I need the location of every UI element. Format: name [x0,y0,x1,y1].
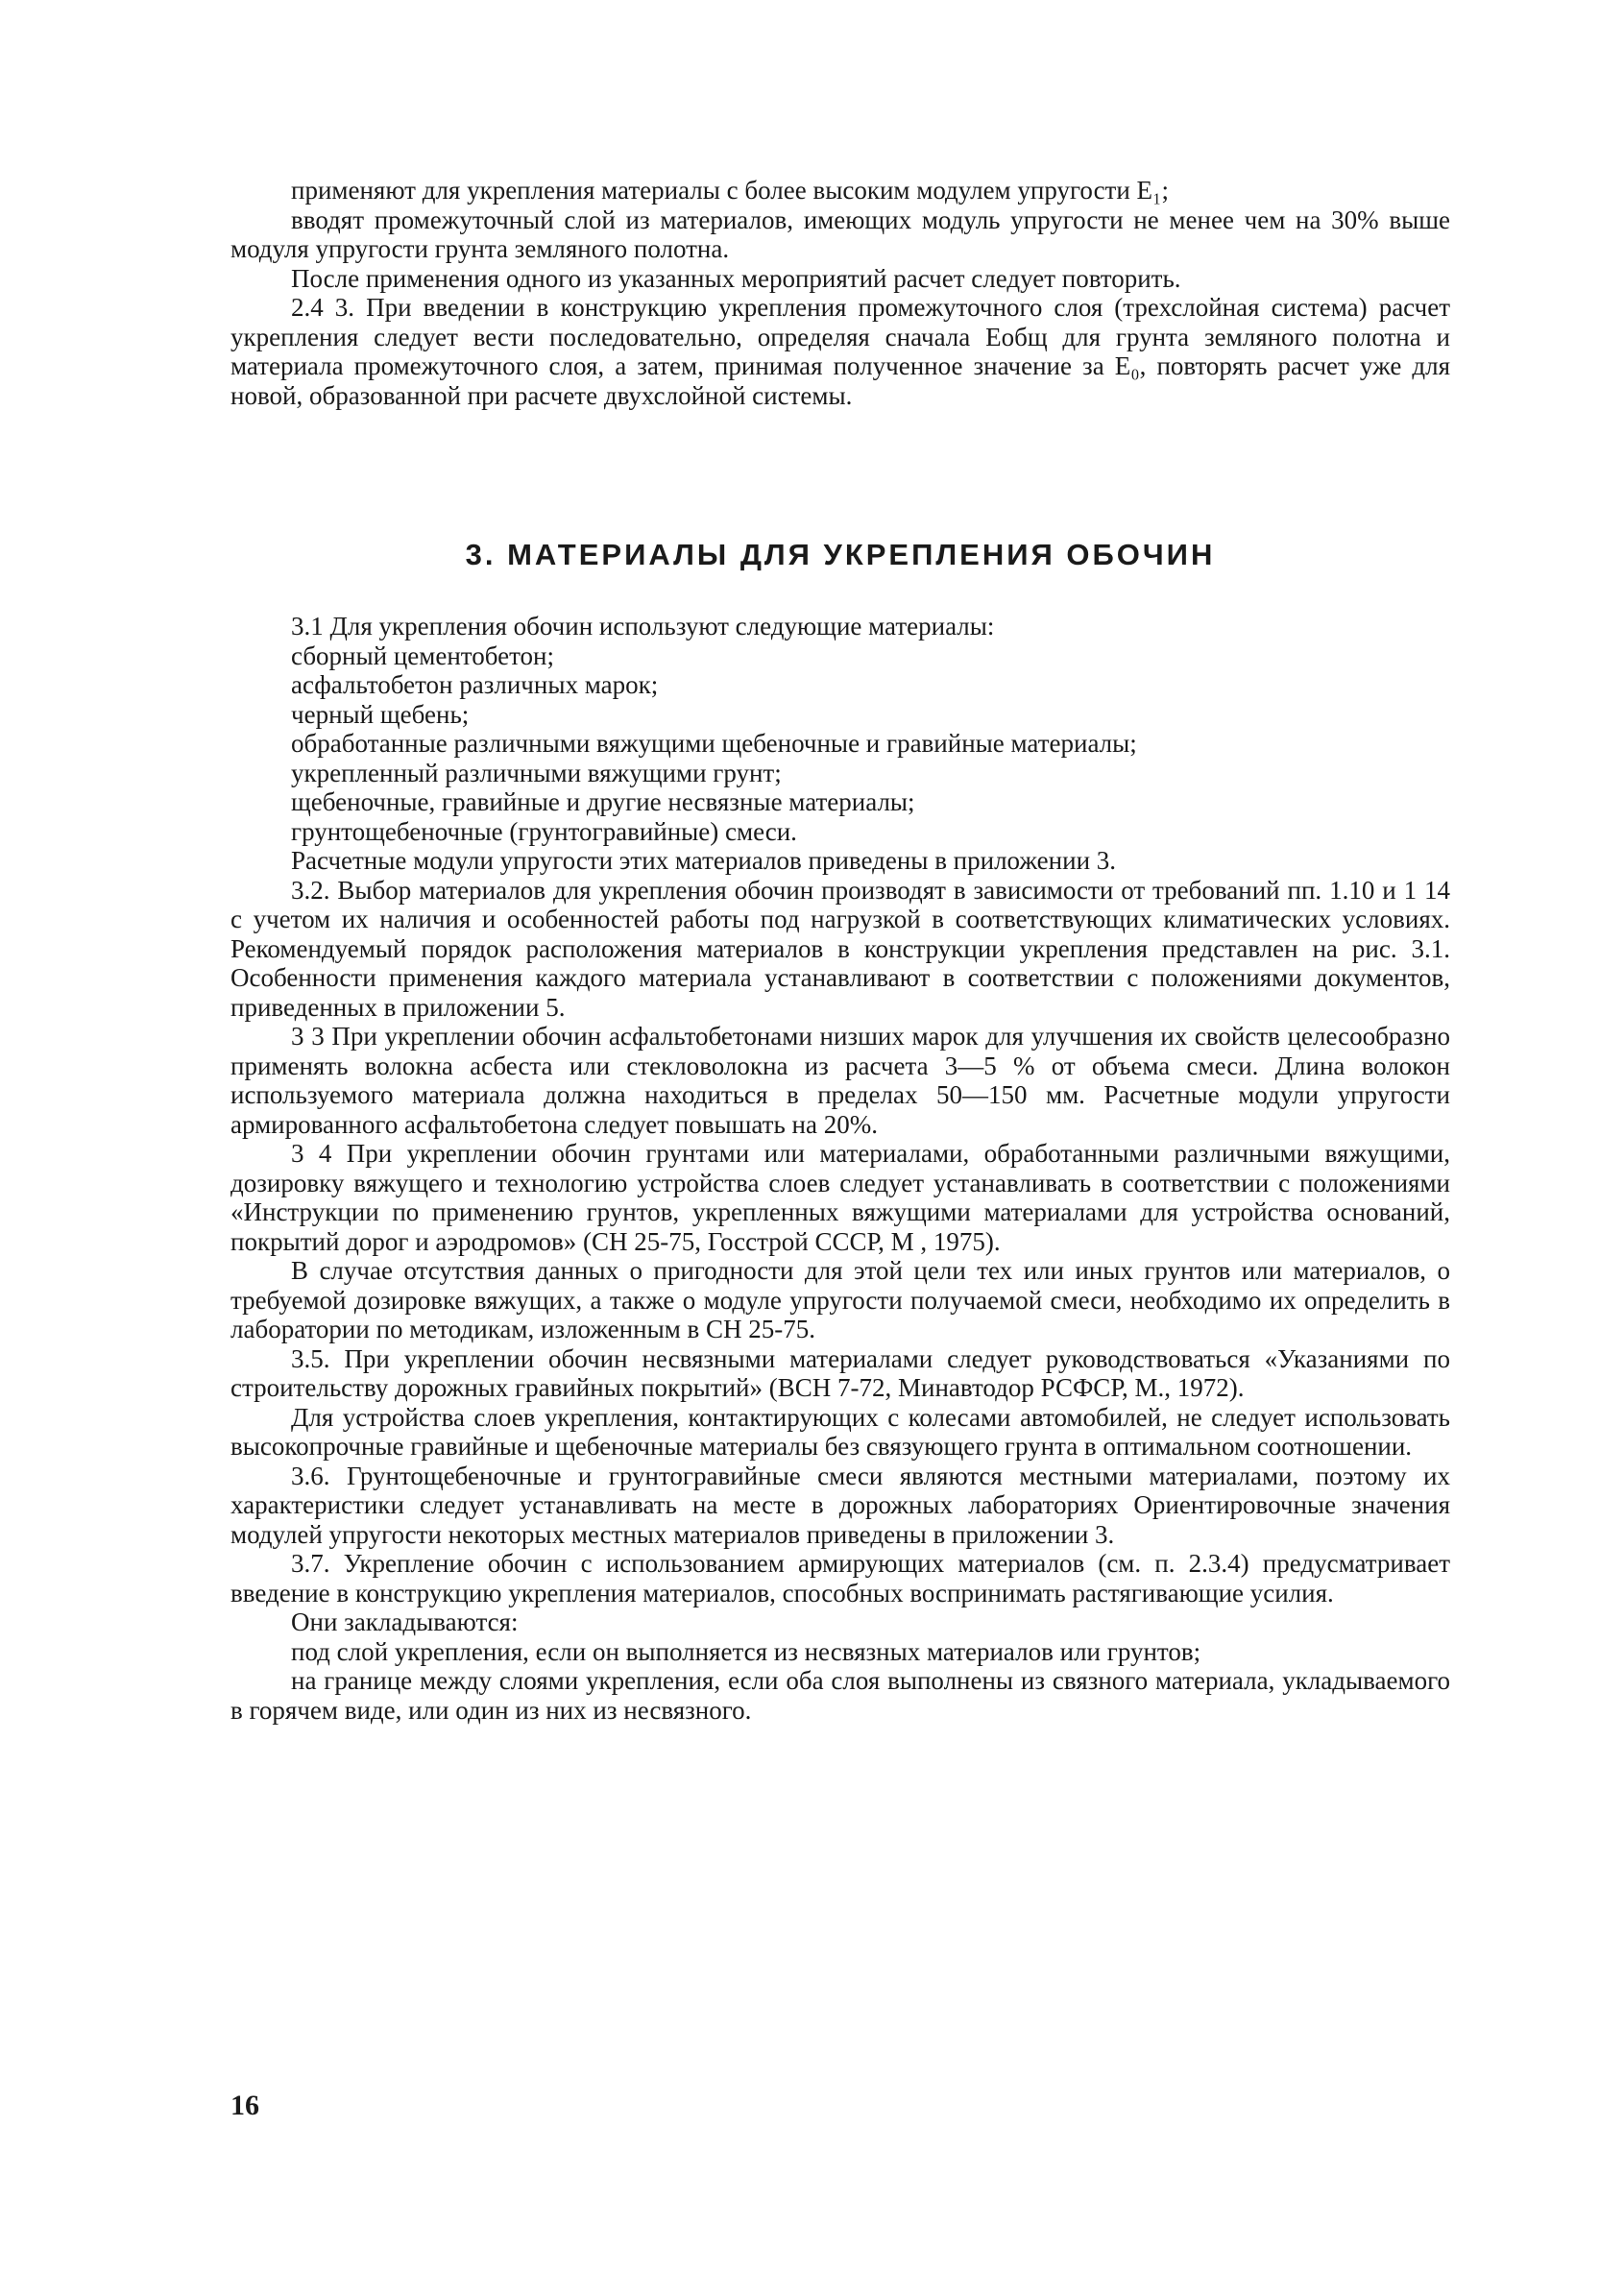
paragraph-3-1: 3.1 Для укрепления обочин используют следующие материалы: [291,612,995,641]
paragraph-3-2: 3.2. Выбор материалов для укрепления обочин производят в зависимости от требований пп. 1.10 и 1 14 с учетом их наличия и особенностей работы под нагрузкой в соответствующих климатических условиях. Рекомендуемый порядок расположения материалов в конструкции укрепления представлен на рис. 3.1. Особенности применения каждого материала устанавливают в соответствии с положениями документов, приведенных в приложении 5. [230,875,1450,1022]
list-item: укрепленный различными вяжущими грунт; [291,758,782,787]
paragraph: 2.4 3. При введении в конструкцию укрепления промежуточного слоя (трехслойная система) расчет укрепления следует вести последовательно, определяя сначала Eобщ для грунта земляного полотна и материала промежуточного слоя, а затем, принимая полученное значение за E₀, повторять расчет уже для новой, образованной при расчете двухслойной системы. [230,293,1450,410]
list-item: обработанные различными вяжущими щебеночные и гравийные материалы; [291,729,1137,758]
paragraph: В случае отсутствия данных о пригодности для этой цели тех или иных грунтов или материалов, о требуемой дозировке вяжущих, а также о модуле упругости получаемой смеси, необходимо их определить в лаборатории по методикам, изложенным в СН 25-75. [230,1256,1450,1343]
list-item: черный щебень; [291,699,470,729]
paragraph: Расчетные модули упругости этих материалов приведены в приложении 3. [291,846,1117,875]
paragraph-3-7: 3.7. Укрепление обочин с использованием армирующих материалов (см. п. 2.3.4) предусматривает введение в конструкцию укрепления материалов, способных воспринимать растягивающие усилия. [230,1549,1450,1607]
materials-list [230,641,1450,847]
list-item: асфальтобетон различных марок; [291,670,659,699]
paragraph-3-6: 3.6. Грунтощебеночные и грунтогравийные смеси являются местными материалами, поэтому их характеристики следует устанавливать на месте в дорожных лабораториях Ориентировочные значения модулей упругости некоторых местных материалов приведены в приложении 3. [230,1461,1450,1549]
list-item: сборный цементобетон; [291,641,554,670]
paragraph-3-4: 3 4 При укреплении обочин грунтами или материалами, обработанными различными вяжущими, дозировку вяжущего и технологию устройства слоев следует устанавливать в соответствии с положениями «Инструкции по применению грунтов, укрепленных вяжущими материалами для устройства оснований, покрытий дорог и аэродромов» (СН 25-75, Госстрой СССР, М , 1975). [230,1139,1450,1256]
paragraph: Они закладываются: [291,1607,519,1636]
paragraph-3-5: 3.5. При укреплении обочин несвязными материалами следует руководствоваться «Указаниями по строительству дорожных гравийных покрытий» (ВСН 7-72, Минавтодор РСФСР, М., 1972). [230,1343,1450,1402]
paragraph: на границе между слоями укрепления, если оба слоя выполнены из связного материала, укладываемого в горячем виде, или один из них из несвязного. [230,1666,1450,1725]
paragraph: применяют для укрепления материалы с более высоким модулем упругости E₁; [291,176,1169,205]
list-item: щебеночные, гравийные и другие несвязные материалы; [291,787,915,816]
paragraph: Для устройства слоев укрепления, контактирующих с колесами автомобилей, не следует использовать высокопрочные гравийные и щебеночные материалы без связующего грунта в оптимальном соотношении. [230,1402,1450,1461]
paragraph: под слой укрепления, если он выполняется из несвязных материалов или грунтов; [291,1636,1201,1666]
page-number: 16 [230,2090,259,2121]
top-text-block [230,176,1450,410]
paragraph: После применения одного из указанных мероприятий расчет следует повторить. [291,263,1181,293]
paragraph: вводят промежуточный слой из материалов, имеющих модуль упругости не менее чем на 30% выше модуля упругости грунта земляного полотна. [230,205,1450,263]
section-text-block [230,612,1450,1725]
list-item: грунтощебеночные (грунтогравийные) смеси. [291,816,797,846]
paragraph-3-3: 3 3 При укреплении обочин асфальтобетонами низших марок для улучшения их свойств целесообразно применять волокна асбеста или стекловолокна из расчета 3—5 % от объема смеси. Длина волокон используемого материала должна находиться в пределах 50—150 мм. Расчетные модули упругости армированного асфальтобетона следует повышать на 20%. [230,1022,1450,1139]
section-heading: 3. МАТЕРИАЛЫ ДЛЯ УКРЕПЛЕНИЯ ОБОЧИН [465,538,1216,571]
